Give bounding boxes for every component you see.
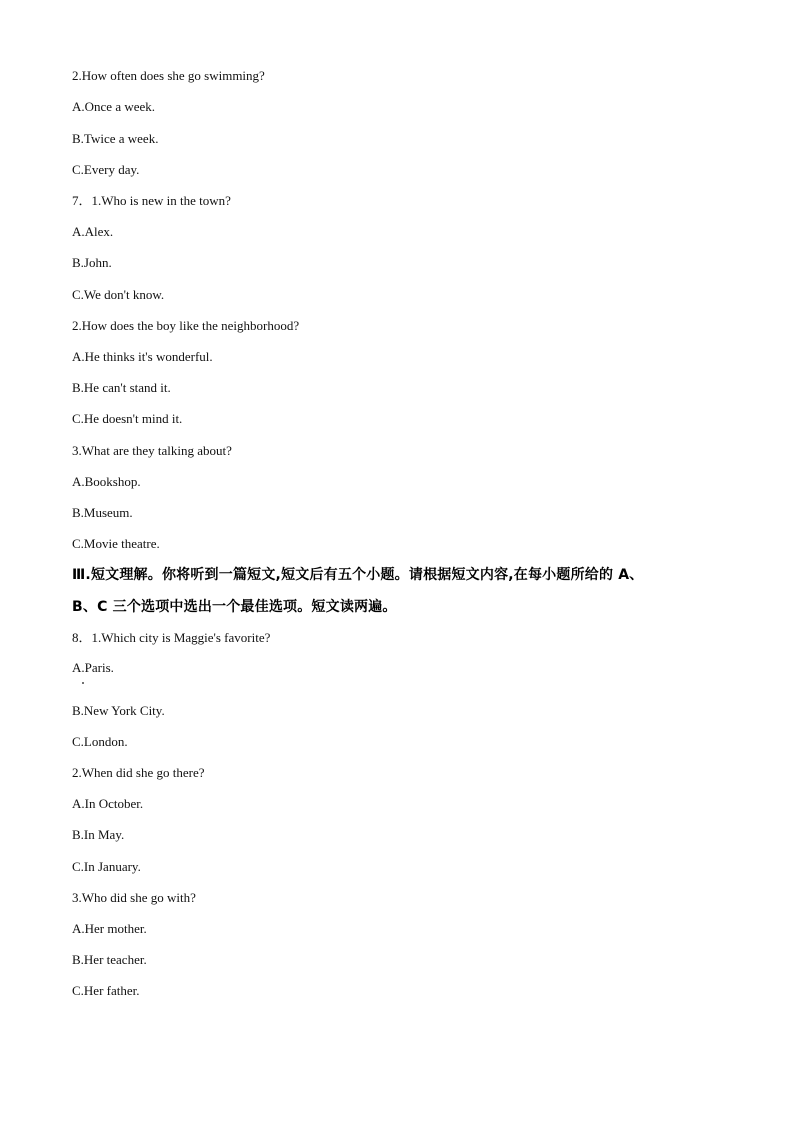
option-8-1-a: A.Paris. bbox=[72, 660, 114, 675]
question-8-2: 2.When did she go there? bbox=[72, 765, 205, 780]
option-7-1-a: A.Alex. bbox=[72, 224, 114, 239]
section-3-heading-line2: B、C 三个选项中选出一个最佳选项。短文读两遍。 bbox=[72, 599, 397, 615]
option-8-2-c: C.In January. bbox=[72, 859, 141, 874]
option-8-1-c: C.London. bbox=[72, 734, 128, 749]
option-7-1-b: B.John. bbox=[72, 255, 112, 270]
option-6-2-c: C.Every day. bbox=[72, 162, 140, 177]
option-7-2-a: A.He thinks it's wonderful. bbox=[72, 349, 213, 364]
option-8-2-a: A.In October. bbox=[72, 796, 144, 811]
question-8-1: 8．1.Which city is Maggie's favorite? bbox=[72, 630, 271, 645]
section-3-heading-line1: Ⅲ.短文理解。你将听到一篇短文,短文后有五个小题。请根据短文内容,在每小题所给的 A、 bbox=[72, 567, 644, 583]
option-7-2-b: B.He can't stand it. bbox=[72, 380, 171, 395]
question-7-2: 2.How does the boy like the neighborhood? bbox=[72, 318, 300, 333]
option-6-2-a: A.Once a week. bbox=[72, 99, 156, 114]
option-8-3-b: B.Her teacher. bbox=[72, 952, 147, 967]
question-6-2: 2.How often does she go swimming? bbox=[72, 68, 265, 83]
option-7-3-b: B.Museum. bbox=[72, 505, 133, 520]
question-7-3: 3.What are they talking about? bbox=[72, 443, 232, 458]
option-8-3-a: A.Her mother. bbox=[72, 921, 147, 936]
option-8-3-c: C.Her father. bbox=[72, 983, 140, 998]
option-7-2-c: C.He doesn't mind it. bbox=[72, 411, 183, 426]
option-7-3-c: C.Movie theatre. bbox=[72, 536, 160, 551]
question-8-3: 3.Who did she go with? bbox=[72, 890, 196, 905]
option-8-2-b: B.In May. bbox=[72, 827, 125, 842]
option-7-1-c: C.We don't know. bbox=[72, 287, 165, 302]
option-6-2-b: B.Twice a week. bbox=[72, 131, 159, 146]
option-7-3-a: A.Bookshop. bbox=[72, 474, 141, 489]
option-8-1-b: B.New York City. bbox=[72, 703, 165, 718]
stray-mark bbox=[82, 682, 84, 684]
question-7-1: 7．1.Who is new in the town? bbox=[72, 193, 231, 208]
